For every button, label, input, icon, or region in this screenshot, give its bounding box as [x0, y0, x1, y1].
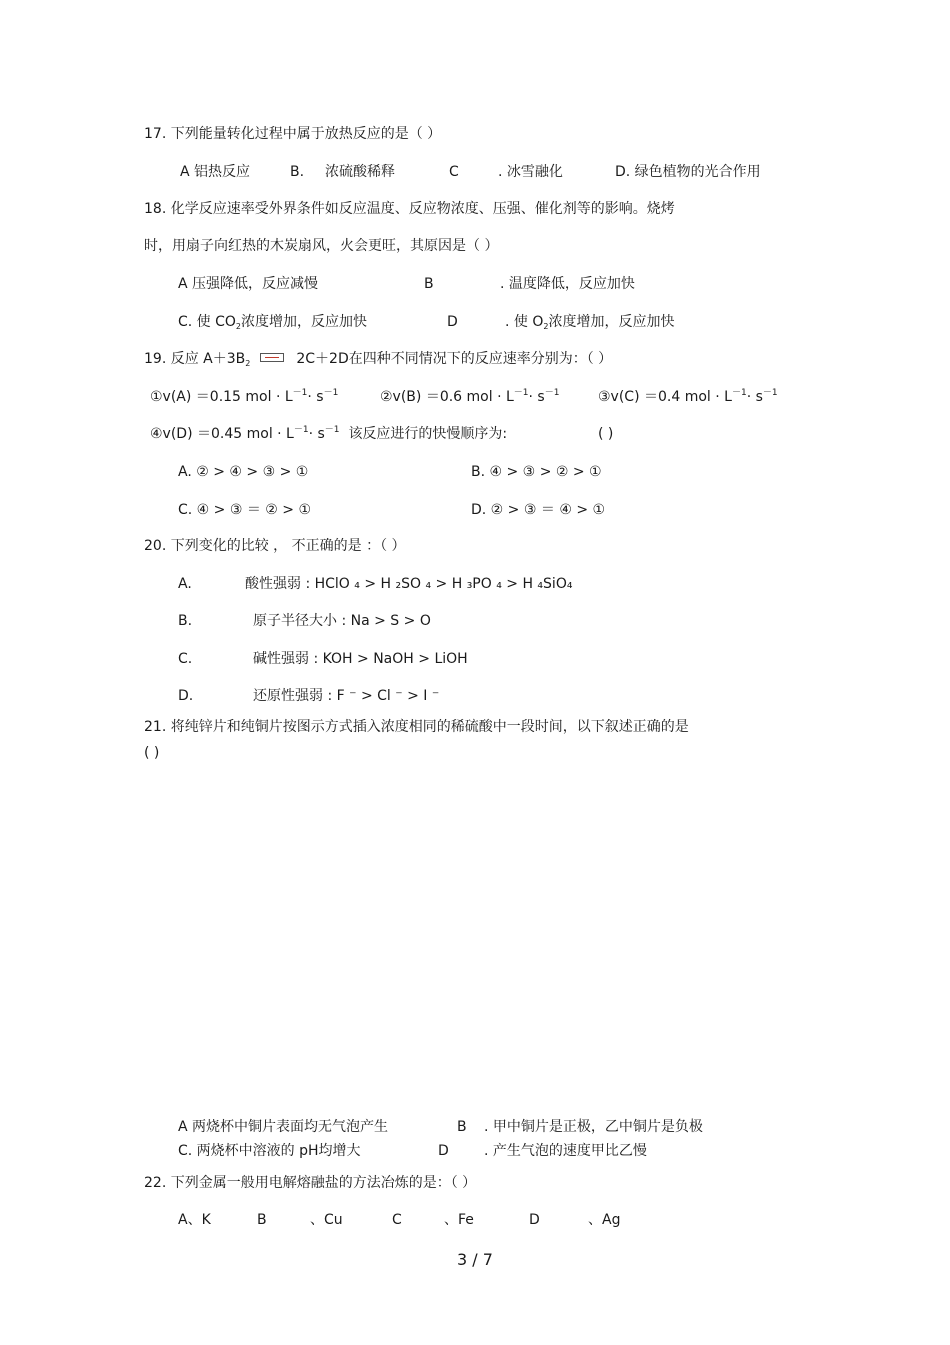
q19-rate-1-mid: · s — [307, 389, 324, 405]
q20-option-a-label: A. — [178, 576, 192, 592]
q19-rate-4 — [150, 425, 507, 445]
q19-stem-pre: 19. 反应 A＋3B — [144, 351, 246, 367]
q19-rate-2-mid: · s — [528, 389, 545, 405]
q21-option-d-label: D — [438, 1143, 449, 1159]
q19-rate-4-mid: · s — [308, 426, 325, 442]
q18-option-b-label: B — [424, 276, 434, 292]
q21-option-b: . 甲中铜片是正极，乙中铜片是负极 — [484, 1119, 703, 1135]
q17-option-c-label: C — [449, 164, 459, 180]
q17-option-a: A 铝热反应 — [180, 164, 251, 180]
q21-stem: 21. 将纯锌片和纯铜片按图示方式插入浓度相同的稀硫酸中一段时间，以下叙述正确的是 — [144, 719, 689, 735]
q19-rate-3-text: ③v(C) ＝0.4 mol · L — [598, 389, 732, 405]
q20-option-d: 还原性强弱 : F ⁻ > Cl ⁻ > I ⁻ — [253, 688, 440, 704]
q17-stem: 17. 下列能量转化过程中属于放热反应的是（ ） — [144, 126, 442, 142]
q18-option-b: . 温度降低，反应加快 — [500, 276, 635, 292]
q19-stem-sub: 2 — [245, 359, 251, 368]
q20-option-c: 碱性强弱 : KOH > NaOH > LiOH — [253, 651, 468, 667]
q22-stem: 22. 下列金属一般用电解熔融盐的方法冶炼的是：（ ） — [144, 1175, 477, 1191]
q21-option-b-label: B — [457, 1119, 467, 1135]
q19-rate-1 — [150, 388, 338, 408]
q22-option-b: 、Cu — [310, 1212, 343, 1228]
q18-stem-line2: 时，用扇子向红热的木炭扇风，火会更旺，其原因是（ ） — [144, 238, 499, 254]
q19-rate-2 — [380, 388, 559, 408]
q18-option-c-pre: C. 使 CO — [178, 314, 236, 330]
q18-option-d — [505, 313, 674, 333]
q19-option-b: B. ④ > ③ > ② > ① — [471, 464, 602, 480]
q20-option-b: 原子半径大小 : Na > S > O — [253, 613, 431, 629]
q19-stem — [144, 350, 612, 370]
q19-rate-3-mid: · s — [746, 389, 763, 405]
q19-option-d: D. ② > ③ ＝ ④ > ① — [471, 502, 606, 518]
q18-option-c-post: 浓度增加，反应加快 — [241, 314, 368, 330]
q18-option-d-post: 浓度增加，反应加快 — [548, 314, 675, 330]
q18-option-c — [178, 313, 367, 333]
q18-option-d-label: D — [447, 314, 458, 330]
q22-option-d: 、Ag — [588, 1212, 621, 1228]
q22-option-a: A、K — [178, 1212, 211, 1228]
q20-option-c-label: C. — [178, 651, 193, 667]
q18-option-d-sub: 2 — [543, 322, 549, 331]
q22-option-b-label: B — [257, 1212, 267, 1228]
q19-rate-3-sup1: －1 — [731, 388, 747, 398]
q19-rate-2-text: ②v(B) ＝0.6 mol · L — [380, 389, 514, 405]
q21-option-d: . 产生气泡的速度甲比乙慢 — [484, 1143, 647, 1159]
q22-option-c: 、Fe — [444, 1212, 474, 1228]
q18-option-d-pre: . 使 O — [505, 314, 544, 330]
q19-rate-1-sup2: －1 — [323, 388, 339, 398]
q19-rate-2-sup1: －1 — [513, 388, 529, 398]
q19-rate-1-text: ①v(A) ＝0.15 mol · L — [150, 389, 293, 405]
q19-option-a: A. ② > ④ > ③ > ① — [178, 464, 309, 480]
q17-option-b-label: B. — [290, 164, 305, 180]
q19-rate-3-sup2: －1 — [762, 388, 778, 398]
q18-option-c-sub: 2 — [235, 322, 242, 331]
q20-option-b-label: B. — [178, 613, 193, 629]
q19-rate-2-sup2: －1 — [544, 388, 560, 398]
q19-rate-1-sup1: －1 — [292, 388, 308, 398]
q17-option-b: 浓硫酸稀释 — [325, 164, 395, 180]
q17-option-c: . 冰雪融化 — [498, 164, 563, 180]
q19-rate-4-sup1: －1 — [293, 425, 309, 435]
q19-answer-paren: ( ) — [598, 426, 614, 442]
q21-answer-paren: ( ) — [144, 745, 160, 761]
q20-option-a: 酸性强弱 : HClO ₄ > H ₂SO ₄ > H ₃PO ₄ > H ₄SiO₄ — [245, 576, 573, 592]
q22-option-d-label: D — [529, 1212, 540, 1228]
q21-option-c: C. 两烧杯中溶液的 pH均增大 — [178, 1143, 361, 1159]
q19-option-c: C. ④ > ③ ＝ ② > ① — [178, 502, 312, 518]
reversible-arrow-icon — [260, 353, 284, 362]
q18-option-a: A 压强降低，反应减慢 — [178, 276, 319, 292]
page-number: 3 / 7 — [457, 1250, 493, 1269]
q20-option-d-label: D. — [178, 688, 194, 704]
beaker-diagram-placeholder — [180, 775, 780, 1105]
q19-stem-mid: 2C＋2D在四种不同情况下的反应速率分别为：（ ） — [296, 351, 613, 367]
q19-rate-3 — [598, 388, 778, 408]
q21-option-a: A 两烧杯中铜片表面均无气泡产生 — [178, 1119, 389, 1135]
q19-rate-4-text: ④v(D) ＝0.45 mol · L — [150, 426, 294, 442]
q18-stem-line1: 18. 化学反应速率受外界条件如反应温度、反应物浓度、压强、催化剂等的影响。烧烤 — [144, 201, 675, 217]
q20-stem: 20. 下列变化的比较 ， 不正确的是 ：（ ） — [144, 538, 406, 554]
q17-option-d: D. 绿色植物的光合作用 — [615, 164, 761, 180]
q22-option-c-label: C — [392, 1212, 402, 1228]
q19-order-prompt: 该反应进行的快慢顺序为: — [348, 426, 508, 442]
q19-rate-4-sup2: －1 — [324, 425, 340, 435]
